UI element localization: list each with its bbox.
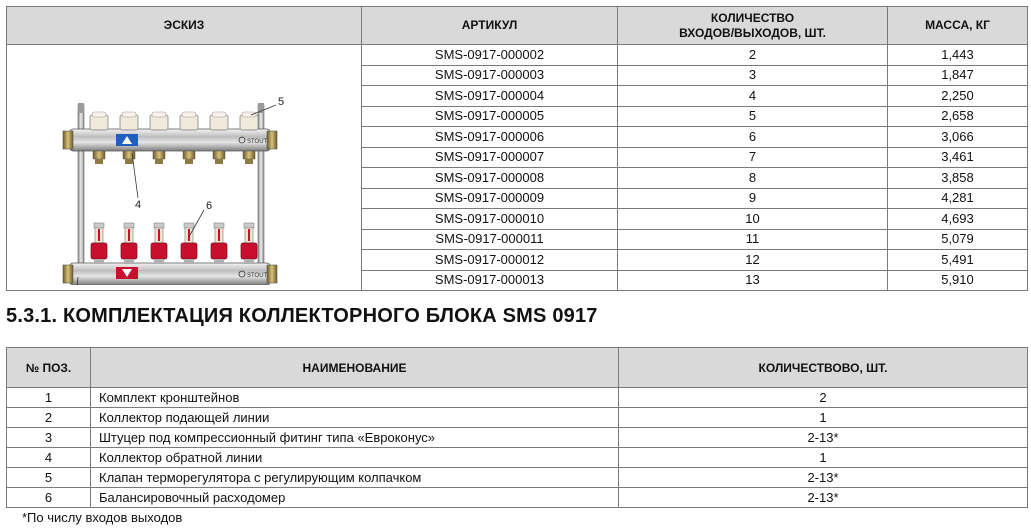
count-cell: 6 bbox=[618, 127, 888, 148]
pos-cell: 1 bbox=[7, 388, 91, 408]
qty-cell: 2-13* bbox=[619, 428, 1028, 448]
count-cell: 4 bbox=[618, 86, 888, 107]
header-count-line1: КОЛИЧЕСТВО bbox=[710, 10, 795, 25]
pos-cell: 6 bbox=[7, 488, 91, 508]
pos-cell: 4 bbox=[7, 448, 91, 468]
balancing-flowmeters bbox=[91, 223, 257, 264]
flowmeter bbox=[181, 223, 197, 264]
return-manifold bbox=[63, 129, 277, 151]
eurocone-nipple bbox=[183, 151, 195, 164]
pos-cell: 2 bbox=[7, 408, 91, 428]
qty-cell: 2-13* bbox=[619, 488, 1028, 508]
count-cell: 5 bbox=[618, 106, 888, 127]
thermostatic-valve-caps bbox=[90, 112, 258, 130]
count-cell: 12 bbox=[618, 250, 888, 271]
header-count bbox=[618, 7, 888, 45]
eurocone-nipple bbox=[93, 151, 105, 164]
article-cell: SMS-0917-000007 bbox=[362, 147, 618, 168]
valve-cap bbox=[150, 112, 168, 130]
table-row bbox=[7, 488, 1028, 508]
article-cell: SMS-0917-000009 bbox=[362, 188, 618, 209]
pos-cell: 5 bbox=[7, 468, 91, 488]
header-name: НАИМЕНОВАНИЕ bbox=[91, 348, 619, 388]
article-cell: SMS-0917-000006 bbox=[362, 127, 618, 148]
table-row bbox=[7, 468, 1028, 488]
article-cell: SMS-0917-000002 bbox=[362, 45, 618, 66]
manifold-illustration bbox=[8, 45, 361, 285]
valve-cap bbox=[180, 112, 198, 130]
mass-cell: 5,910 bbox=[888, 270, 1028, 291]
header-pos: № ПОЗ. bbox=[7, 348, 91, 388]
table-row bbox=[7, 428, 1028, 448]
mass-cell: 2,658 bbox=[888, 106, 1028, 127]
article-cell: SMS-0917-000011 bbox=[362, 229, 618, 250]
flowmeter bbox=[151, 223, 167, 264]
article-cell: SMS-0917-000008 bbox=[362, 168, 618, 189]
flowmeter bbox=[211, 223, 227, 264]
mass-cell: 1,847 bbox=[888, 65, 1028, 86]
flowmeter bbox=[241, 223, 257, 264]
article-cell: SMS-0917-000012 bbox=[362, 250, 618, 271]
mass-cell: 2,250 bbox=[888, 86, 1028, 107]
footnote: *По числу входов выходов bbox=[22, 510, 183, 525]
header-sketch: ЭСКИЗ bbox=[7, 7, 362, 45]
name-cell: Коллектор обратной линии bbox=[91, 448, 619, 468]
eurocone-nipple bbox=[213, 151, 225, 164]
count-cell: 2 bbox=[618, 45, 888, 66]
flowmeter bbox=[91, 223, 107, 264]
article-cell: SMS-0917-000010 bbox=[362, 209, 618, 230]
name-cell: Комплект кронштейнов bbox=[91, 388, 619, 408]
qty-cell: 2-13* bbox=[619, 468, 1028, 488]
header-article: АРТИКУЛ bbox=[362, 7, 618, 45]
table-row bbox=[7, 45, 1028, 66]
count-cell: 3 bbox=[618, 65, 888, 86]
article-cell: SMS-0917-000005 bbox=[362, 106, 618, 127]
valve-cap bbox=[210, 112, 228, 130]
name-cell: Коллектор подающей линии bbox=[91, 408, 619, 428]
mass-cell: 1,443 bbox=[888, 45, 1028, 66]
mass-cell: 5,079 bbox=[888, 229, 1028, 250]
count-cell: 7 bbox=[618, 147, 888, 168]
name-cell: Штуцер под компрессионный фитинг типа «Евроконус» bbox=[91, 428, 619, 448]
table-header-row bbox=[7, 7, 1028, 45]
components-table bbox=[6, 347, 1028, 508]
supply-manifold bbox=[63, 263, 277, 285]
table-row bbox=[7, 448, 1028, 468]
mass-cell: 3,858 bbox=[888, 168, 1028, 189]
qty-cell: 1 bbox=[619, 408, 1028, 428]
eurocone-nipple bbox=[153, 151, 165, 164]
callout-6: 6 bbox=[205, 200, 212, 212]
mass-cell: 4,281 bbox=[888, 188, 1028, 209]
header-mass: МАССА, КГ bbox=[888, 7, 1028, 45]
valve-cap bbox=[90, 112, 108, 130]
eurocone-nipple bbox=[243, 151, 255, 164]
mass-cell: 4,693 bbox=[888, 209, 1028, 230]
header-count-line2: ВХОДОВ/ВЫХОДОВ, ШТ. bbox=[679, 25, 826, 40]
manifold-sketch-cell bbox=[7, 45, 362, 291]
pos-cell: 3 bbox=[7, 428, 91, 448]
article-cell: SMS-0917-000003 bbox=[362, 65, 618, 86]
logo-top: STOUT bbox=[246, 139, 267, 145]
mass-cell: 3,066 bbox=[888, 127, 1028, 148]
valve-cap bbox=[240, 112, 258, 130]
valve-cap bbox=[120, 112, 138, 130]
table-header-row bbox=[7, 348, 1028, 388]
count-cell: 9 bbox=[618, 188, 888, 209]
mass-cell: 5,491 bbox=[888, 250, 1028, 271]
count-cell: 13 bbox=[618, 270, 888, 291]
callout-4: 4 bbox=[134, 199, 141, 211]
header-qty: КОЛИЧЕСТВОВО, ШТ. bbox=[619, 348, 1028, 388]
table-row bbox=[7, 408, 1028, 428]
count-cell: 10 bbox=[618, 209, 888, 230]
name-cell: Балансировочный расходомер bbox=[91, 488, 619, 508]
article-cell: SMS-0917-000013 bbox=[362, 270, 618, 291]
qty-cell: 1 bbox=[619, 448, 1028, 468]
qty-cell: 2 bbox=[619, 388, 1028, 408]
flowmeter bbox=[121, 223, 137, 264]
callout-5: 5 bbox=[277, 96, 284, 108]
count-cell: 11 bbox=[618, 229, 888, 250]
name-cell: Клапан терморегулятора с регулирующим колпачком bbox=[91, 468, 619, 488]
mass-cell: 3,461 bbox=[888, 147, 1028, 168]
article-mass-table bbox=[6, 6, 1028, 291]
article-cell: SMS-0917-000004 bbox=[362, 86, 618, 107]
logo-bottom: STOUT bbox=[246, 273, 267, 279]
section-heading: 5.3.1. КОМПЛЕКТАЦИЯ КОЛЛЕКТОРНОГО БЛОКА SMS 0917 bbox=[6, 305, 598, 327]
count-cell: 8 bbox=[618, 168, 888, 189]
table-row bbox=[7, 388, 1028, 408]
